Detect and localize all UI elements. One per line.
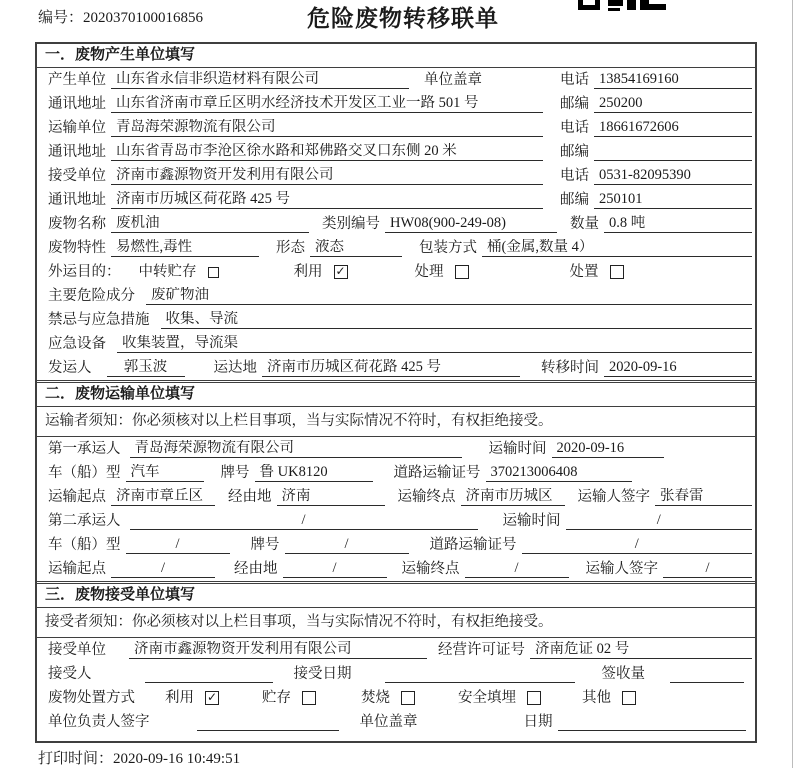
section-transporter-title: 二．废物运输单位填写 xyxy=(37,383,755,407)
waste-name-label: 废物名称 xyxy=(48,216,106,232)
transport-time2-field[interactable]: / xyxy=(566,512,753,530)
transport-time-field[interactable]: 2020-09-16 xyxy=(552,440,664,458)
transporter-unit-field[interactable]: 青岛海荣源物流有限公司 xyxy=(111,119,543,137)
row-responsible-signature xyxy=(37,710,755,734)
purpose-treat-checkbox[interactable] xyxy=(455,265,469,279)
carrier-sign2-label: 运输人签字 xyxy=(585,561,658,577)
vehicle-type-field[interactable]: 汽车 xyxy=(126,464,204,482)
row-transport-route2 xyxy=(37,557,755,581)
emergency-measures-field[interactable]: 收集、导流 xyxy=(161,311,753,329)
transporter-zip-field[interactable] xyxy=(594,144,752,161)
disposal-incinerate-checkbox[interactable] xyxy=(401,691,415,705)
transporter-notice: 运输者须知：你必须核对以上栏目事项，当与实际情况不符时，有权拒绝接受。 xyxy=(37,407,755,437)
disposal-storage-checkbox[interactable] xyxy=(302,691,316,705)
receiver-address-field[interactable]: 济南市历城区荷花路 425 号 xyxy=(111,191,543,209)
road-permit2-field[interactable]: / xyxy=(522,536,753,554)
waste-category-field[interactable]: HW08(900-249-08) xyxy=(385,215,557,233)
emergency-equipment-field[interactable]: 收集装置，导流渠 xyxy=(117,335,752,353)
disposal-other-label: 其他 xyxy=(582,690,611,706)
row-receiver-unit xyxy=(37,164,755,188)
transporter-address-label: 通讯地址 xyxy=(48,144,106,160)
waste-form-label: 形态 xyxy=(276,240,305,256)
route-via2-field[interactable]: / xyxy=(283,560,387,578)
row-vehicle-type xyxy=(37,461,755,485)
row-consignor xyxy=(37,356,755,380)
page-title: 危险废物转移联单 xyxy=(307,6,499,31)
waste-character-field[interactable]: 易燃性,毒性 xyxy=(111,239,259,257)
vehicle-type2-label: 车（船）型 xyxy=(48,537,121,553)
vehicle-type-label: 车（船）型 xyxy=(48,465,121,481)
receiver-unit-field[interactable]: 济南市鑫源物资开发利用有限公司 xyxy=(111,167,543,185)
destination-label: 运达地 xyxy=(213,360,257,376)
waste-qty-label: 数量 xyxy=(570,216,599,232)
first-carrier-label: 第一承运人 xyxy=(48,441,121,457)
disposal-storage-label: 贮存 xyxy=(262,690,291,706)
row-waste-name xyxy=(37,212,755,236)
accept-unit-label: 接受单位 xyxy=(48,642,106,658)
serial-label: 编号： xyxy=(38,10,84,26)
route-start2-field[interactable]: / xyxy=(111,560,215,578)
accept-person-label: 接受人 xyxy=(48,666,92,682)
purpose-dispose-label: 处置 xyxy=(569,264,599,280)
transporter-tel-field[interactable]: 18661672606 xyxy=(594,119,752,137)
producer-zip-label: 邮编 xyxy=(560,96,589,112)
route-start2-label: 运输起点 xyxy=(48,561,106,577)
road-permit2-label: 道路运输证号 xyxy=(429,537,517,553)
receiver-notice: 接受者须知：你必须核对以上栏目事项，当与实际情况不符时，有权拒绝接受。 xyxy=(37,608,755,638)
row-emergency-equipment xyxy=(37,332,755,356)
purpose-storage-checkbox[interactable] xyxy=(208,267,219,278)
accept-unit-field[interactable]: 济南市鑫源物资开发利用有限公司 xyxy=(129,641,427,659)
row-first-carrier xyxy=(37,437,755,461)
purpose-utilize-label: 利用 xyxy=(293,264,323,280)
route-end2-field[interactable]: / xyxy=(465,560,569,578)
purpose-treat-label: 处理 xyxy=(414,264,444,280)
row-transfer-purpose xyxy=(37,260,755,284)
hazard-components-label: 主要危险成分 xyxy=(48,288,135,304)
route-end-field[interactable]: 济南市历城区 xyxy=(461,488,565,506)
print-time xyxy=(38,747,240,768)
row-transport-route xyxy=(37,485,755,509)
receiver-address-label: 通讯地址 xyxy=(48,192,106,208)
route-end2-label: 运输终点 xyxy=(401,561,460,577)
section-producer xyxy=(37,44,755,380)
route-via-field[interactable]: 济南 xyxy=(277,488,385,506)
accept-date-field[interactable] xyxy=(385,666,575,683)
plate-number-field[interactable]: 鲁 UK8120 xyxy=(255,464,373,482)
consignor-field[interactable]: 郭玉波 xyxy=(107,359,185,377)
transfer-purpose-label: 外运目的： xyxy=(48,264,121,280)
row-accept-person xyxy=(37,662,755,686)
producer-unit-field[interactable]: 山东省永信非织造材料有限公司 xyxy=(111,71,409,89)
producer-unit-label: 产生单位 xyxy=(48,72,106,88)
manifest-form xyxy=(35,42,757,743)
disposal-utilize-checkbox[interactable]: ✓ xyxy=(206,690,218,704)
accept-date-label: 接受日期 xyxy=(293,666,352,682)
route-via2-label: 经由地 xyxy=(234,561,278,577)
emergency-equipment-label: 应急设备 xyxy=(48,336,106,352)
road-permit-label: 道路运输证号 xyxy=(393,465,481,481)
producer-tel-label: 电话 xyxy=(560,72,589,88)
purpose-utilize-checkbox[interactable]: ✓ xyxy=(335,264,346,278)
waste-name-field[interactable]: 废机油 xyxy=(111,215,309,233)
date-label: 日期 xyxy=(523,714,553,730)
print-time-value: 2020-09-16 10:49:51 xyxy=(113,751,241,767)
section-receiver xyxy=(37,581,755,734)
plate-number2-field[interactable]: / xyxy=(285,536,409,554)
responsible-sign-label: 单位负责人签字 xyxy=(48,714,150,730)
section-transporter xyxy=(37,380,755,581)
transport-time-label: 运输时间 xyxy=(488,441,547,457)
purpose-dispose-checkbox[interactable] xyxy=(610,265,624,279)
emergency-measures-label: 禁忌与应急措施 xyxy=(48,312,150,328)
vehicle-type2-field[interactable]: / xyxy=(126,536,230,554)
row-second-carrier xyxy=(37,509,755,533)
date-field[interactable] xyxy=(558,714,747,731)
second-carrier-label: 第二承运人 xyxy=(48,513,121,529)
route-via-label: 经由地 xyxy=(228,489,272,505)
row-receiver-address xyxy=(37,188,755,212)
waste-form-field[interactable]: 液态 xyxy=(310,239,402,257)
unit-seal2-label: 单位盖章 xyxy=(359,714,418,730)
disposal-landfill-label: 安全填埋 xyxy=(458,690,516,706)
responsible-sign-field[interactable] xyxy=(197,714,339,731)
row-waste-character xyxy=(37,236,755,260)
row-emergency-measures xyxy=(37,308,755,332)
row-producer-address xyxy=(37,92,755,116)
route-start-field[interactable]: 济南市章丘区 xyxy=(111,488,215,506)
page-edge-line xyxy=(792,0,793,768)
first-carrier-field[interactable]: 青岛海荣源物流有限公司 xyxy=(130,440,462,458)
hazard-components-field[interactable]: 废矿物油 xyxy=(146,287,752,305)
producer-tel-field[interactable]: 13854169160 xyxy=(594,71,752,89)
receipt-qty-label: 签收量 xyxy=(601,666,645,682)
section-receiver-title: 三．废物接受单位填写 xyxy=(37,584,755,608)
transporter-unit-label: 运输单位 xyxy=(48,120,106,136)
receipt-qty-field[interactable] xyxy=(670,666,744,683)
receiver-zip-label: 邮编 xyxy=(560,192,589,208)
row-transporter-address xyxy=(37,140,755,164)
route-start-label: 运输起点 xyxy=(48,489,106,505)
carrier-sign-label: 运输人签字 xyxy=(577,489,650,505)
transporter-zip-label: 邮编 xyxy=(560,144,589,160)
producer-address-field[interactable]: 山东省济南市章丘区明水经济技术开发区工业一路 501 号 xyxy=(111,95,543,113)
disposal-incinerate-label: 焚烧 xyxy=(361,690,390,706)
receiver-tel-field[interactable]: 0531-82095390 xyxy=(594,167,752,185)
serial-value: 2020370100016856 xyxy=(83,10,204,26)
row-producer-unit xyxy=(37,68,755,92)
disposal-utilize-label: 利用 xyxy=(165,690,194,706)
disposal-landfill-checkbox[interactable] xyxy=(527,691,541,705)
carrier-sign-field[interactable]: 张春雷 xyxy=(655,488,752,506)
transfer-time-label: 转移时间 xyxy=(541,360,599,376)
row-transporter-unit xyxy=(37,116,755,140)
waste-qty-field[interactable]: 0.8 吨 xyxy=(604,215,752,233)
consignor-label: 发运人 xyxy=(48,360,92,376)
carrier-sign2-field[interactable]: / xyxy=(663,560,752,578)
row-vehicle-type2 xyxy=(37,533,755,557)
destination-field[interactable]: 济南市历城区荷花路 425 号 xyxy=(262,359,520,377)
transporter-tel-label: 电话 xyxy=(560,120,589,136)
print-time-label: 打印时间： xyxy=(38,751,114,767)
waste-category-label: 类别编号 xyxy=(322,216,380,232)
row-hazard-components xyxy=(37,284,755,308)
transporter-address-field[interactable]: 山东省青岛市李沧区徐水路和郑佛路交叉口东侧 20 米 xyxy=(111,143,543,161)
waste-character-label: 废物特性 xyxy=(48,240,106,256)
purpose-storage-label: 中转贮存 xyxy=(138,264,197,280)
producer-zip-field[interactable]: 250200 xyxy=(594,95,752,113)
disposal-method-label: 废物处置方式 xyxy=(48,690,135,706)
receiver-zip-field[interactable]: 250101 xyxy=(594,191,752,209)
receiver-unit-label: 接受单位 xyxy=(48,168,106,184)
packing-label: 包装方式 xyxy=(419,240,477,256)
accept-person-field[interactable] xyxy=(145,666,273,683)
plate-number2-label: 牌号 xyxy=(250,537,280,553)
unit-seal-label: 单位盖章 xyxy=(424,72,482,88)
license-field[interactable]: 济南危证 02 号 xyxy=(530,641,752,659)
plate-number-label: 牌号 xyxy=(220,465,250,481)
road-permit-field[interactable]: 370213006408 xyxy=(486,464,632,482)
qr-code-fragment xyxy=(578,0,668,11)
second-carrier-field[interactable]: / xyxy=(130,512,478,530)
packing-field[interactable]: 桶(金属,数量 4） xyxy=(482,239,752,257)
license-label: 经营许可证号 xyxy=(438,642,525,658)
transport-time2-label: 运输时间 xyxy=(502,513,561,529)
transfer-time-field[interactable]: 2020-09-16 xyxy=(604,359,752,377)
disposal-other-checkbox[interactable] xyxy=(622,691,636,705)
receiver-tel-label: 电话 xyxy=(560,168,589,184)
row-accept-unit xyxy=(37,638,755,662)
route-end-label: 运输终点 xyxy=(397,489,456,505)
row-disposal-method xyxy=(37,686,755,710)
section-producer-title: 一．废物产生单位填写 xyxy=(37,44,755,68)
producer-address-label: 通讯地址 xyxy=(48,96,106,112)
